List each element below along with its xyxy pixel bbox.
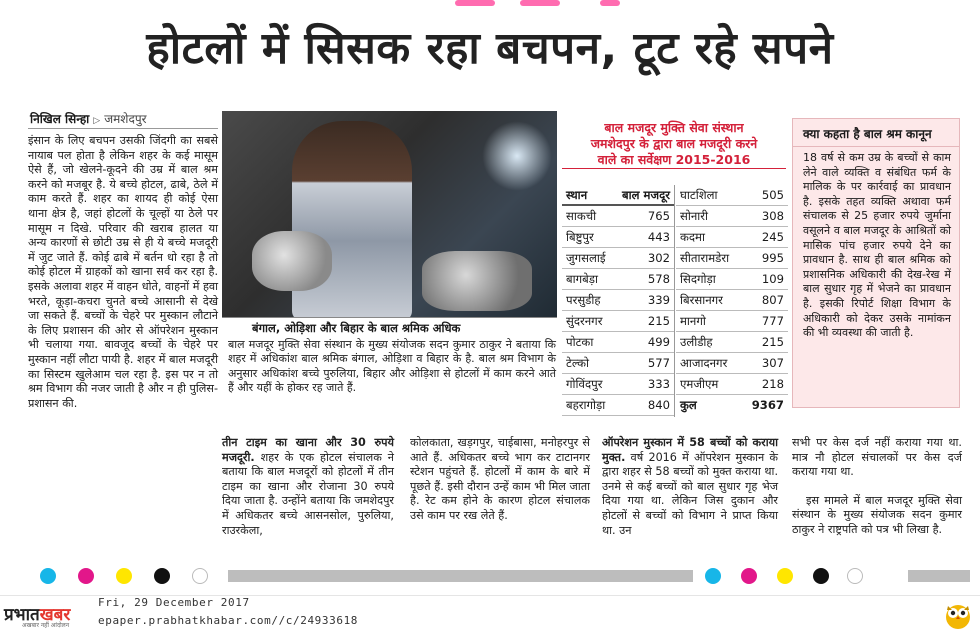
survey-count: 215	[761, 335, 784, 349]
column-1-text: इंसान के लिए बचपन उसकी जिंदगी का सबसे नायाब पल होता है लेकिन शहर के कई मासूम ऐसे हैं, जो खेलने-कूदने की उम्र में बाल श्रम करने को मजबूर है. ये बच्चे होटल, ढाबे, ठेले में काम करते हैं. शहर का शायद ही कोई ऐसा थाना क्षेत्र है, जहां होटलों के चूल्हों या ठेले पर मासूम न दिखे. परिवार की खराब हालत या अन्य कारणों से छोटी उम्र से ही ये बच्चे मजदूरी में जुट जाते हैं. कोई ढाबे में बर्तन धो रहा है तो कोई होटल में ग्राहकों को खाना सर्व कर रहा है. इसके अलावा शहर में वाहन धोते, वाहनों में हवा भरते, कूड़ा-कचरा चुनते बच्चे आसानी से देखे जा सकते हैं. बच्चों के चेहरे पर मुस्कान लौटाने के लिए प्रशासन की ओर से ऑपरेशन मुस्कान भी चलाया गया. बावजूद बच्चों के चेहरे पर मुस्कान नहीं लौटा पायी है. शहर में बाल मजदूरी का सिस्टम खुलेआम चल रहा है. इस पर न तो श्रम विभाग की नजर जाती है और न ही पुलिस-प्रशासन की.	[28, 134, 218, 410]
survey-row	[676, 185, 788, 206]
news-photo	[222, 111, 557, 321]
story-3-text-c: इस मामले में बाल मजदूर मुक्ति सेवा संस्थान के मुख्य संयोजक सदन कुमार ठाकुर ने राष्ट्रपति को पत्र भी लिखा है.	[792, 493, 962, 536]
survey-count: 499	[647, 335, 670, 349]
survey-place: मानगो	[680, 314, 706, 328]
survey-count: 339	[647, 293, 670, 307]
survey-place: बिष्टुपुर	[566, 230, 594, 244]
survey-row	[562, 248, 674, 269]
survey-row	[676, 353, 788, 374]
survey-place: आजादनगर	[680, 356, 728, 370]
byline	[30, 110, 147, 127]
law-box	[792, 118, 960, 408]
survey-row	[562, 290, 674, 311]
story-3-col-a	[602, 436, 778, 538]
epaper-url[interactable]: epaper.prabhatkhabar.com//c/24933618	[98, 614, 359, 627]
divider	[28, 128, 218, 129]
law-box-title: क्या कहता है बाल श्रम कानून	[793, 119, 959, 147]
survey-place: उलीडीह	[680, 335, 713, 349]
story-2-subhead: तीन टाइम का खाना और 30 रुपये मजदूरी.	[222, 436, 394, 464]
law-box-text: 18 वर्ष से कम उम्र के बच्चों से काम लेने वाले व्यक्ति व संबंधित फर्म के मालिक के पर कार्रवाई का प्रावधान है. इसके तहत व्यक्ति अथावा फर्म संचालक से 25 हजार रुपये जुर्माना वसूलने व बाल मजदूर के आश्रितों को मासिक पांच हजार रुपये देने का प्रावधान है. साथ ही बाल श्रमिक को प्रशासनिक अधिकारी की देख-रेख में बाल सुधार गृह में भेजने का प्रावधान है. इसकी रिपोर्ट शिक्षा विभाग के अधिकारी को देकर उसके नामांकन की भी व्यवस्था की जाती है.	[803, 151, 951, 340]
color-registration-right	[705, 568, 855, 584]
survey-place: टेल्को	[566, 356, 589, 370]
survey-count: 577	[647, 356, 670, 370]
survey-count: 245	[761, 230, 784, 244]
survey-place: कुल	[680, 398, 697, 412]
column-1	[28, 134, 218, 411]
table-divider	[674, 185, 675, 417]
survey-place: एमजीएम	[680, 377, 719, 391]
survey-row	[562, 311, 674, 332]
survey-count: 578	[647, 272, 670, 286]
survey-place: परसुडीह	[566, 293, 601, 307]
survey-row	[562, 332, 674, 353]
color-registration-left	[40, 568, 190, 584]
survey-count: 443	[647, 230, 670, 244]
survey-title-line-3: वाले का सर्वेक्षण 2015-2016	[562, 152, 786, 169]
survey-place: घाटशिला	[680, 188, 718, 202]
gray-bar-left	[228, 570, 693, 582]
survey-count: 9367	[751, 398, 784, 412]
survey-total-row	[676, 395, 788, 416]
survey-place: स्थान	[566, 188, 588, 202]
logo-part-b: खबर	[39, 605, 71, 625]
survey-row	[676, 311, 788, 332]
survey-count: 505	[761, 188, 784, 202]
survey-count: 308	[761, 209, 784, 223]
survey-row	[562, 374, 674, 395]
survey-title-line-2: जमशेदपुर के द्वारा बाल मजदूरी करने	[590, 136, 758, 151]
survey-count: 765	[647, 209, 670, 223]
headline: होटलों में सिसक रहा बचपन, टूट रहे सपने	[146, 23, 834, 74]
edition-date: Fri, 29 December 2017	[98, 596, 250, 609]
story-2-col-a	[222, 436, 394, 538]
story-3-subhead: ऑपरेशन मुस्कान में 58 बच्चों को कराया मुक्त.	[602, 436, 778, 464]
survey-place: सिदगोड़ा	[680, 272, 716, 286]
story-3-col-b	[792, 436, 962, 538]
survey-row	[676, 290, 788, 311]
survey-place: बागबेड़ा	[566, 272, 598, 286]
story-2-col-b	[410, 436, 590, 524]
survey-place: बिरसानगर	[680, 293, 723, 307]
logo-tagline: अखबार नहीं आंदोलन	[22, 622, 70, 629]
survey-count: 302	[647, 251, 670, 265]
survey-count: 807	[761, 293, 784, 307]
survey-row	[562, 353, 674, 374]
survey-place: साकची	[566, 209, 597, 223]
story-3-text-b: सभी पर केस दर्ज नहीं कराया गया था. मात्र नौ होटल संचालकों पर केस दर्ज कराया गया था.	[792, 436, 962, 479]
survey-count: 218	[761, 377, 784, 391]
survey-count: बाल मजदूर	[622, 188, 670, 202]
survey-row	[562, 395, 674, 416]
survey-place: जुगसलाई	[566, 251, 606, 265]
survey-place: सुंदरनगर	[566, 314, 603, 328]
logo-part-a: प्रभात	[4, 605, 40, 625]
survey-row	[562, 269, 674, 290]
survey-place: पोटका	[566, 335, 594, 349]
survey-place: सोनारी	[680, 209, 709, 223]
story-3-text-a: वर्ष 2016 में ऑपरेशन मुस्कान के द्वारा शहर से 58 बच्चों को मुक्त कराया था. उनमे से कई बच्चों को बाल सुधार गृह भेज दिया गया था. लेकिन जिस दुकान और होटलों से बच्चों को विभाग ने प्राप्त किया था. उन	[602, 450, 778, 537]
top-color-strip	[0, 0, 980, 6]
survey-place: सीतारामडेरा	[680, 251, 730, 265]
survey-count: 307	[761, 356, 784, 370]
survey-row	[676, 227, 788, 248]
survey-count: 995	[761, 251, 784, 265]
survey-row	[676, 374, 788, 395]
triangle-icon: ▷	[93, 116, 101, 126]
survey-row	[562, 206, 674, 227]
survey-place: बहरागोड़ा	[566, 398, 606, 412]
survey-row	[676, 248, 788, 269]
survey-title-line-1: बाल मजदूर मुक्ति सेवा संस्थान	[604, 120, 744, 135]
photo-caption-title: बंगाल, ओड़िशा और बिहार के बाल श्रमिक अधिक	[222, 317, 557, 337]
survey-row	[676, 269, 788, 290]
byline-place: जमशेदपुर	[104, 112, 147, 126]
survey-row	[676, 206, 788, 227]
owl-icon[interactable]	[944, 600, 972, 630]
story-2-text-b: कोलकाता, खड़गपुर, चाईबासा, मनोहरपुर से आते हैं. अधिकतर बच्चे भाग कर टाटानगर स्टेशन पहुंचते हैं. होटलों में काम के बारे में पूछते हैं. इसी दौरान उन्हें काम भी मिल जाता है. रेट कम होने के कारण होटल संचालक उसे काम पर रख लेते हैं.	[410, 436, 590, 522]
survey-place: कदमा	[680, 230, 705, 244]
survey-count: 777	[761, 314, 784, 328]
survey-header-row	[562, 185, 674, 206]
survey-title	[562, 120, 786, 169]
survey-count: 333	[647, 377, 670, 391]
survey-count: 109	[761, 272, 784, 286]
survey-row	[676, 332, 788, 353]
byline-author: निखिल सिन्हा	[30, 112, 90, 126]
photo-caption-text: बाल मजदूर मुक्ति सेवा संस्थान के मुख्य संयोजक सदन कुमार ठाकुर ने बताया कि शहर में अधिकांश बाल श्रमिक बंगाल, ओड़िशा व बिहार के है. बाल श्रम विभाग के अनुसार अधिकांश बच्चे पुरुलिया, बिहार और ओड़िशा से होटलों में काम करने आते हैं और यहीं के होकर रह जाते हैं.	[228, 338, 556, 395]
gray-bar-right	[908, 570, 970, 582]
story-2-text-a: शहर के एक होटल संचालक ने बताया कि बाल मजदूरों को होटलों में तीन टाइम का खाना और रोजाना 30 रुपये दिया जाता है. उन्होंने बताया कि जमशेदपुर में अधिकतर बच्चे आसनसोल, पुरुलिया, राउरकेला,	[222, 450, 394, 537]
survey-row	[562, 227, 674, 248]
survey-place: गोविंदपुर	[566, 377, 603, 391]
survey-count: 215	[647, 314, 670, 328]
survey-count: 840	[647, 398, 670, 412]
